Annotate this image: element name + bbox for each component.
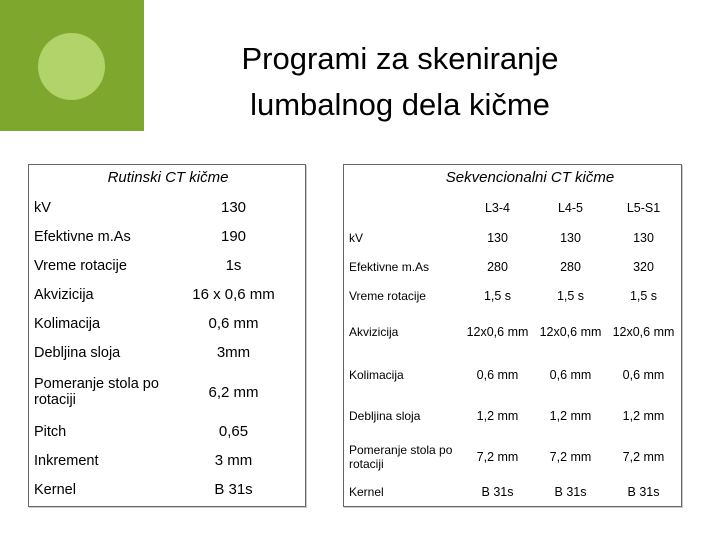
row-label: Pitch [34,423,67,440]
row-value: 130 [560,230,581,245]
row-value: 12x0,6 mm [612,325,675,339]
row-label: Efektivne m.As [349,259,430,274]
header-cell: L5-S1 [626,201,661,215]
row-label: Inkrement [34,452,99,469]
row-label: kV [349,230,364,245]
row-value: 1,5 s [483,288,512,303]
row-value: 7,2 mm [622,449,665,464]
row-value: 0,65 [218,423,249,440]
row-label: Kolimacija [349,367,404,382]
row-value: 12x0,6 mm [539,325,602,339]
table-row [343,223,680,252]
row-label: Debljina sloja [34,344,121,361]
row-label: kV [34,199,51,216]
sequential-ct-table [343,193,680,507]
row-value: 320 [633,259,654,274]
row-value: 280 [560,259,581,274]
table-row [28,280,304,309]
row-value: 130 [487,230,508,245]
row-value: 16 x 0,6 mm [192,286,275,303]
row-value: 6,2 mm [208,383,259,401]
row-value: 3mm [216,344,251,361]
row-value: 7,2 mm [476,449,519,464]
row-value: 1,2 mm [622,408,665,423]
table-row [28,193,304,222]
routine-ct-caption: Rutinski CT kičme [107,169,229,186]
row-value: 0,6 mm [476,367,519,382]
table-row [28,417,304,446]
row-value: B 31s [481,485,514,499]
row-value: 0,6 mm [208,315,259,332]
table-row [28,222,304,251]
table-header-row [343,193,680,223]
row-value: B 31s [214,481,253,498]
row-value: B 31s [554,485,587,499]
row-value: 1s [225,257,242,274]
table-row [343,395,680,436]
row-label: Kernel [349,485,384,499]
row-label: Pomeranje stola po rotaciji [34,376,159,408]
table-row [343,354,680,395]
table-row [343,281,680,310]
row-label: Pomeranje stola po rotaciji [349,442,453,471]
row-value: 1,2 mm [476,408,519,423]
row-label: Akvizicija [34,286,94,303]
row-value: 7,2 mm [549,449,592,464]
row-label: Vreme rotacije [34,257,127,274]
table-row [343,436,680,477]
row-value: 130 [633,230,654,245]
table-row [28,367,304,417]
row-label: Akvizicija [349,325,399,339]
row-value: 3 mm [214,452,253,469]
row-label: Debljina sloja [349,408,421,423]
title-line-2: lumbalnog dela kičme [250,87,550,122]
table-row [343,310,680,354]
row-value: 0,6 mm [549,367,592,382]
row-label: Kernel [34,481,76,498]
slide-title [180,36,620,128]
row-value: 0,6 mm [622,367,665,382]
table-row [343,252,680,281]
decorative-circle [38,33,105,100]
header-cell: L4-5 [557,201,584,215]
row-value: B 31s [627,485,660,499]
row-value: 1,5 s [556,288,585,303]
header-cell [343,193,461,223]
table-row [28,251,304,280]
header-cell: L3-4 [484,201,511,215]
row-value: 130 [220,199,247,216]
row-label: Kolimacija [34,315,101,332]
table-row [343,477,680,507]
table-row [28,338,304,367]
row-value: 1,2 mm [549,408,592,423]
row-value: 1,5 s [629,288,658,303]
routine-ct-table [28,193,304,504]
title-line-1: Programi za skeniranje [241,41,559,76]
row-value: 12x0,6 mm [466,325,529,339]
table-row [28,309,304,338]
row-value: 280 [487,259,508,274]
sequential-ct-caption: Sekvencionalni CT kičme [445,169,615,186]
table-row [28,475,304,504]
table-row [28,446,304,475]
row-value: 190 [220,228,247,245]
row-label: Vreme rotacije [349,288,426,303]
row-label: Efektivne m.As [34,228,131,245]
